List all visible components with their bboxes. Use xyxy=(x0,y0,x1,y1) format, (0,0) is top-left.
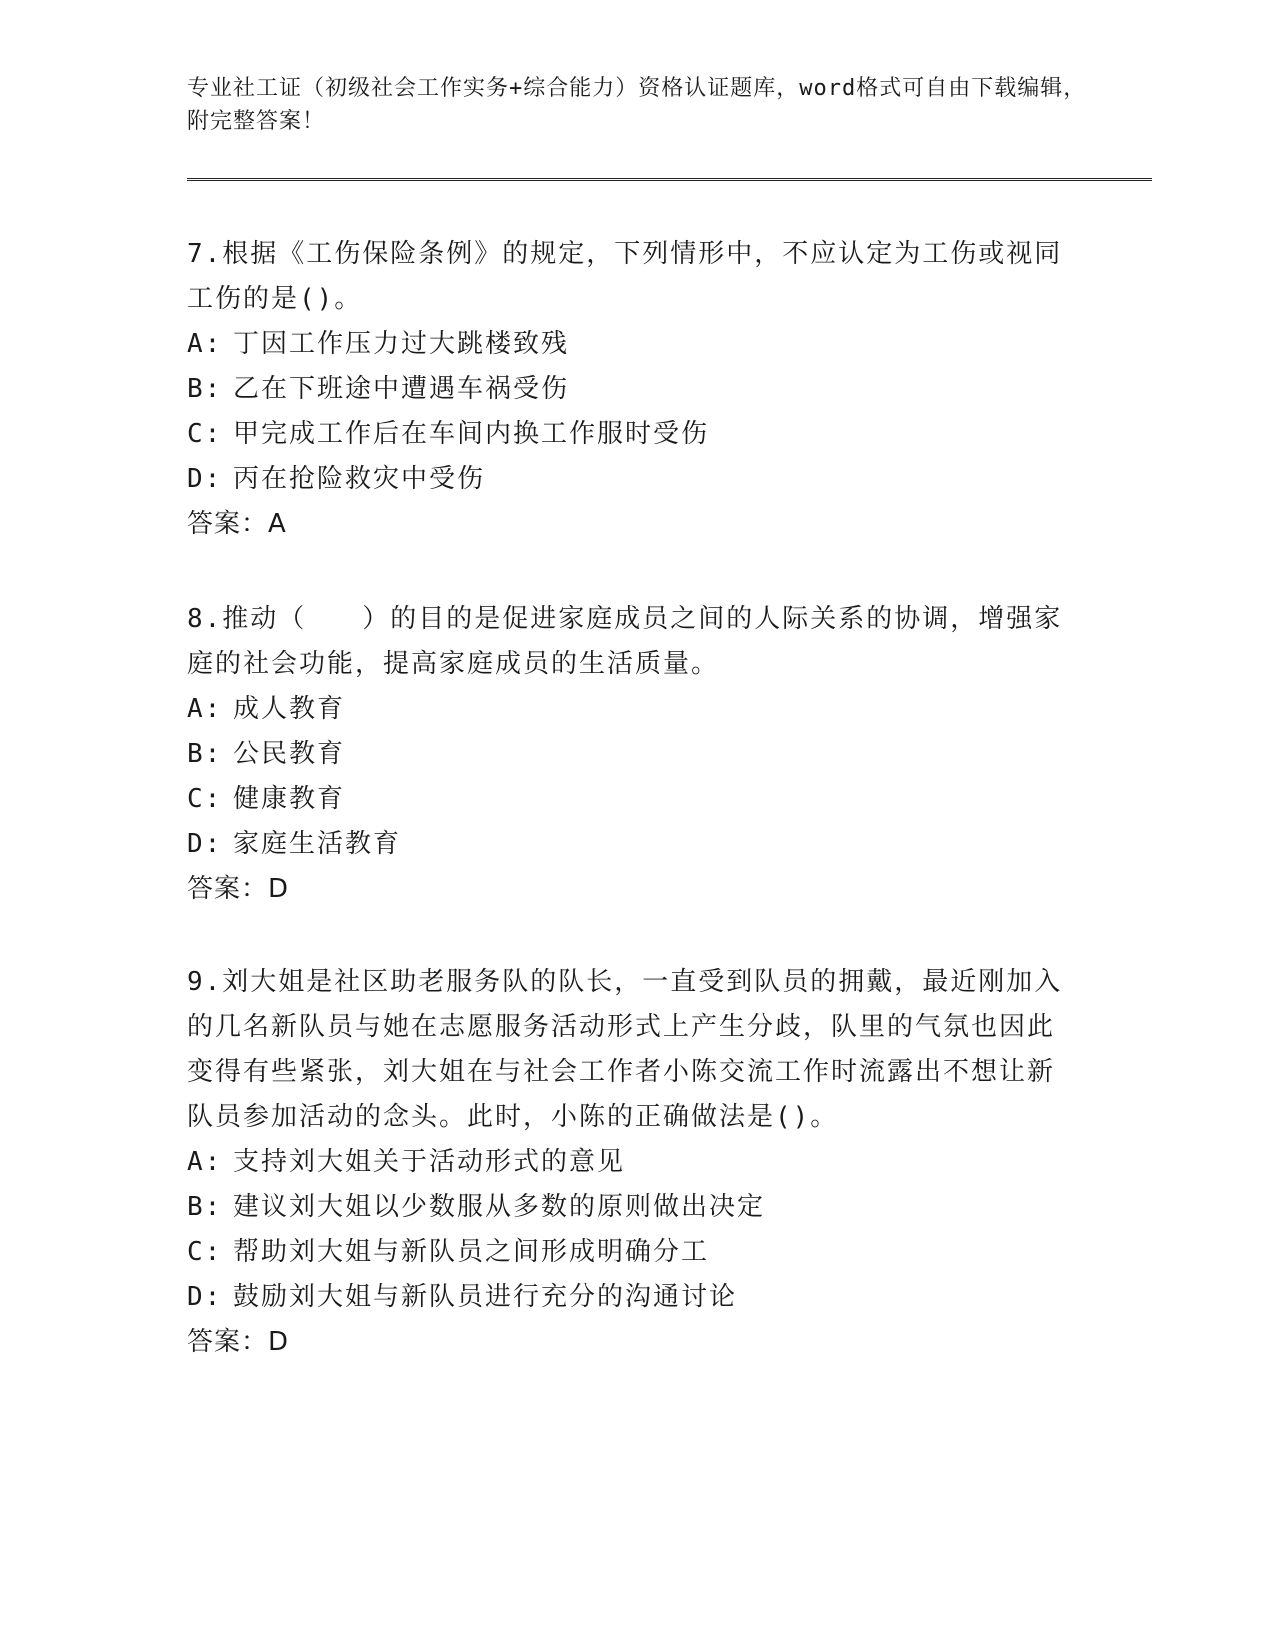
option-text: 成人教育 xyxy=(233,694,346,724)
option-letter: C: xyxy=(187,419,223,449)
option-text: 丁因工作压力过大跳楼致残 xyxy=(233,329,570,359)
question-7 xyxy=(187,232,1067,547)
option-b xyxy=(187,1185,1067,1230)
option-d xyxy=(187,457,1067,502)
option-b xyxy=(187,732,1067,777)
option-text: 支持刘大姐关于活动形式的意见 xyxy=(233,1147,626,1177)
answer-line: 答案：D xyxy=(187,1327,290,1357)
option-c xyxy=(187,412,1067,457)
option-letter: B: xyxy=(187,1192,223,1222)
answer-line: 答案：D xyxy=(187,874,290,904)
option-a xyxy=(187,687,1067,732)
option-text: 健康教育 xyxy=(233,784,346,814)
option-a xyxy=(187,322,1067,367)
question-8 xyxy=(187,597,1067,912)
option-letter: B: xyxy=(187,739,223,769)
option-text: 鼓励刘大姐与新队员进行充分的沟通讨论 xyxy=(233,1282,738,1312)
option-letter: C: xyxy=(187,1237,223,1267)
option-text: 帮助刘大姐与新队员之间形成明确分工 xyxy=(233,1237,710,1267)
question-stem: 7.根据《工伤保险条例》的规定，下列情形中，不应认定为工伤或视同工伤的是()。 xyxy=(187,239,1063,314)
option-text: 甲完成工作后在车间内换工作服时受伤 xyxy=(233,419,710,449)
option-letter: A: xyxy=(187,329,223,359)
option-letter: A: xyxy=(187,1147,223,1177)
option-a xyxy=(187,1140,1067,1185)
option-text: 公民教育 xyxy=(233,739,346,769)
option-text: 乙在下班途中遭遇车祸受伤 xyxy=(233,374,570,404)
option-letter: C: xyxy=(187,784,223,814)
option-letter: A: xyxy=(187,694,223,724)
option-text: 家庭生活教育 xyxy=(233,829,402,859)
option-c xyxy=(187,1230,1067,1275)
option-letter: D: xyxy=(187,829,223,859)
option-text: 建议刘大姐以少数服从多数的原则做出决定 xyxy=(233,1192,766,1222)
question-9 xyxy=(187,960,1067,1365)
question-stem: 8.推动（ ）的目的是促进家庭成员之间的人际关系的协调，增强家庭的社会功能，提高家庭成员的生活质量。 xyxy=(187,604,1063,679)
option-letter: D: xyxy=(187,464,223,494)
option-letter: B: xyxy=(187,374,223,404)
option-c xyxy=(187,777,1067,822)
option-letter: D: xyxy=(187,1282,223,1312)
option-b xyxy=(187,367,1067,412)
option-d xyxy=(187,1275,1067,1320)
header-divider xyxy=(187,178,1152,181)
answer-line: 答案：A xyxy=(187,509,287,539)
document-header: 专业社工证（初级社会工作实务+综合能力）资格认证题库，word格式可自由下载编辑，附完整答案！ xyxy=(187,76,1087,134)
question-stem: 9.刘大姐是社区助老服务队的队长，一直受到队员的拥戴，最近刚加入的几名新队员与她在志愿服务活动形式上产生分歧，队里的气氛也因此变得有些紧张，刘大姐在与社会工作者小陈交流工作时流露出不想让新队员参加活动的念头。此时，小陈的正确做法是()。 xyxy=(187,967,1063,1132)
option-text: 丙在抢险救灾中受伤 xyxy=(233,464,486,494)
option-d xyxy=(187,822,1067,867)
